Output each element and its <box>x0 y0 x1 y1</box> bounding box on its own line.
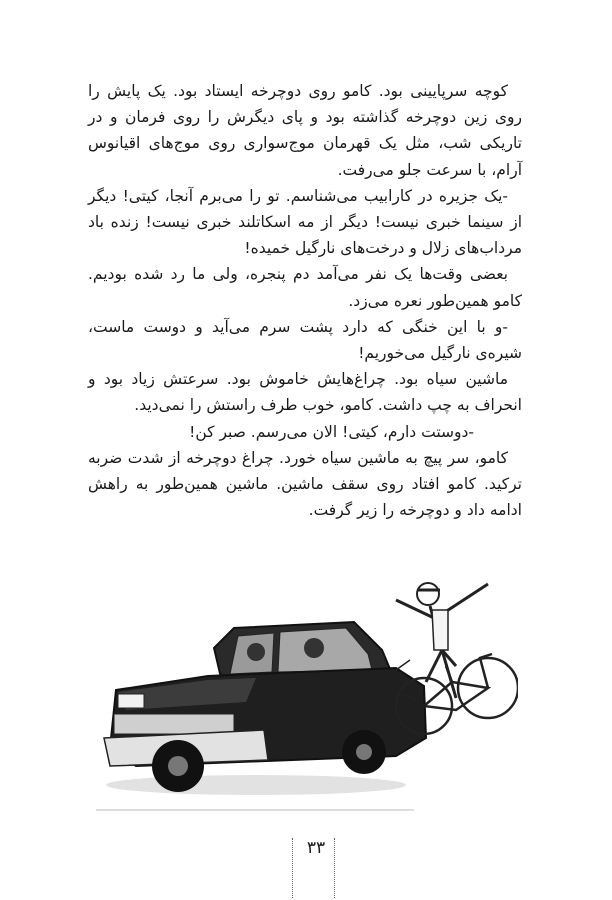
paragraph: -یک جزیره در کارابیب می‌شناسم. تو را می‌برم آنجا، کیتی! دیگر از سینما خبری نیست! دیگر از مه اسکاتلند خبری نیست! زنده باد مرداب‌های زلال و درخت‌های نارگیل خمیده! <box>88 186 522 258</box>
paragraph: -دوستت دارم، کیتی! الان می‌رسم. صبر کن! <box>189 422 474 441</box>
page-number: ۳۳ <box>306 838 326 858</box>
paragraph: -و با این خنگی که دارد پشت سرم می‌آید و دوست ماست، شیره‌ی نارگیل می‌خوریم! <box>88 317 522 363</box>
illustration-drawing <box>96 570 518 813</box>
page-number-ornament-left <box>292 838 293 898</box>
body-text <box>88 78 522 523</box>
car-bicycle-illustration <box>96 570 518 813</box>
page-number-ornament-right <box>334 838 335 898</box>
paragraph: کوچه سرپایینی بود. کامو روی دوچرخه ایستاد بود. یک پایش را روی زین دوچرخه گذاشته بود و پای دیگرش را روی فرمان و در تاریکی شب، مثل یک قهرمان موج‌سواری روی موج‌های اقیانوس آرام، با سرعت جلو می‌رفت. <box>88 82 522 179</box>
paragraph: کامو، سر پیچ به ماشین سیاه خورد. چراغ دوچرخه از شدت ضربه ترکید. کامو افتاد روی سقف ماشین. ماشین همین‌طور به راهش ادامه داد و دوچرخه را زیر گرفت. <box>88 448 522 520</box>
paragraph: ماشین سیاه بود. چراغ‌هایش خاموش بود. سرعتش زیاد بود و انحراف به چپ داشت. کامو، خوب طرف راستش را نمی‌دید. <box>88 370 522 415</box>
paragraph: بعضی وقت‌ها یک نفر می‌آمد دم پنجره، ولی ما رد شده بودیم. کامو همین‌طور نعره می‌زد. <box>88 265 522 310</box>
